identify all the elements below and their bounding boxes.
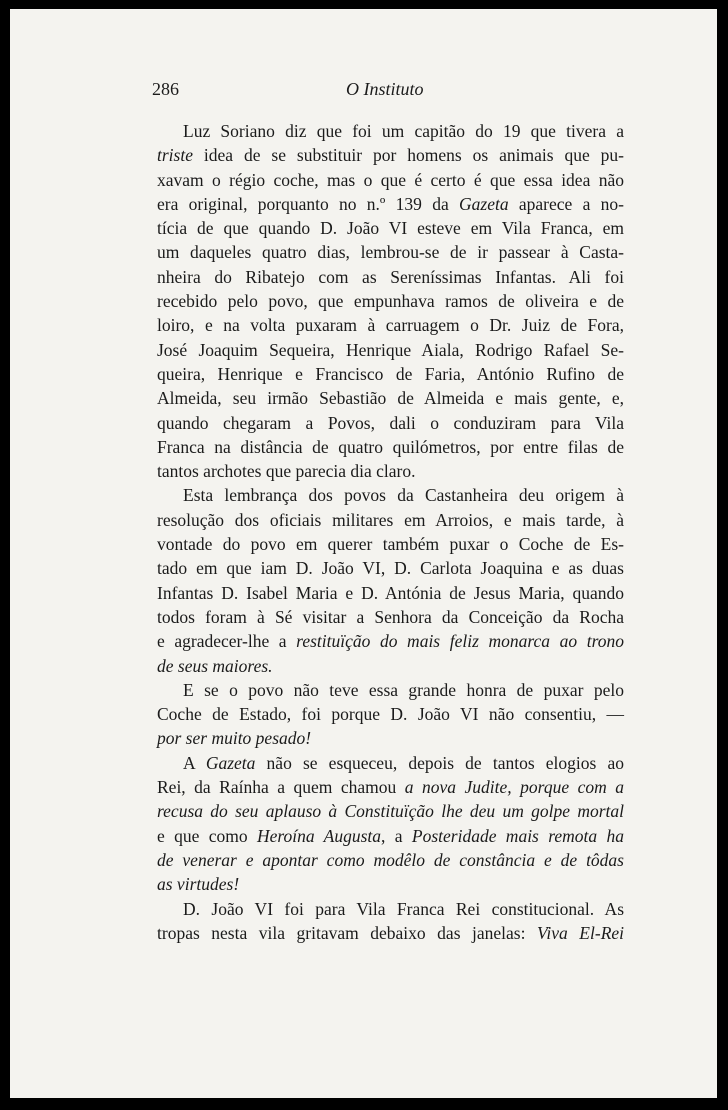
text-line (157, 240, 624, 264)
line-segment: loiro, e na volta puxaram à carruagem o Dr. Juiz de Fora, (157, 315, 624, 336)
line-segment: A (183, 752, 206, 773)
line-segment: as virtudes! (157, 874, 240, 895)
text-line (157, 581, 624, 605)
line-segment: , a (381, 825, 412, 846)
line-segment: quando chegaram a Povos, dali o conduziram para Vila (157, 412, 624, 433)
line-segment: queira, Henrique e Francisco de Faria, António Rufino de (157, 363, 624, 384)
text-line (157, 459, 624, 483)
text-line (157, 119, 624, 143)
text-line (157, 848, 624, 872)
text-line (157, 483, 624, 507)
text-line (157, 313, 624, 337)
line-segment: idea de se substituir por homens os animais que pu- (192, 145, 624, 166)
text-line (157, 532, 624, 556)
book-page (10, 9, 717, 1098)
text-line (157, 824, 624, 848)
body-text (157, 119, 624, 945)
line-segment: um daqueles quatro dias, lembrou-se de ir passear à Casta- (157, 242, 624, 263)
line-segment: tado em que iam D. João VI, D. Carlota Joaquina e as duas (157, 558, 624, 579)
line-segment: Gazeta (459, 193, 509, 214)
line-segment: recusa do seu aplauso à Constituïção lhe deu um golpe mortal (157, 801, 624, 822)
running-title: O Instituto (346, 79, 424, 99)
line-segment: a nova Judite, porque com a (404, 777, 624, 798)
text-line (157, 338, 624, 362)
text-line (157, 289, 624, 313)
line-segment: D. João VI foi para Vila Franca Rei constitucional. As (183, 898, 624, 919)
line-segment: vontade do povo em querer também puxar o Coche de Es- (157, 534, 624, 555)
line-segment: tantos archotes que parecia dia claro. (157, 461, 416, 482)
text-line (157, 168, 624, 192)
text-line (157, 411, 624, 435)
text-line (157, 872, 624, 896)
line-segment: de venerar e apontar como modêlo de constância e de tôdas (157, 849, 624, 870)
line-segment: Infantas D. Isabel Maria e D. Antónia de Jesus Maria, quando (157, 582, 624, 603)
line-segment: era original, porquanto no n.º 139 da (157, 193, 460, 214)
line-segment: de seus maiores. (157, 655, 273, 676)
line-segment: Rei, da Raínha a quem chamou (157, 777, 405, 798)
text-line (157, 435, 624, 459)
line-segment: Posteridade mais remota ha (411, 825, 624, 846)
line-segment: Luz Soriano diz que foi um capitão do 19 que tivera a (183, 121, 624, 141)
line-segment: xavam o régio coche, mas o que é certo é que essa idea não (157, 169, 624, 190)
line-segment: triste (157, 145, 193, 166)
text-line (157, 678, 624, 702)
text-line (157, 143, 624, 167)
line-segment: E se o povo não teve essa grande honra de puxar pelo (183, 679, 624, 700)
text-line (157, 726, 624, 750)
text-line (157, 775, 624, 799)
line-segment: recebido pelo povo, que empunhava ramos de oliveira e de (157, 291, 624, 312)
text-line (157, 799, 624, 823)
page-header (10, 79, 717, 105)
line-segment: Esta lembrança dos povos da Castanheira deu origem à (183, 485, 624, 506)
line-segment: por ser muito pesado! (157, 728, 312, 749)
text-line (157, 216, 624, 240)
text-line (157, 702, 624, 726)
text-line (157, 629, 624, 653)
text-line (157, 897, 624, 921)
text-line (157, 751, 624, 775)
line-segment: e que como (157, 825, 257, 846)
line-segment: todos foram à Sé visitar a Senhora da Conceição da Rocha (157, 606, 624, 627)
text-line (157, 654, 624, 678)
text-line (157, 386, 624, 410)
line-segment: e agradecer-lhe a (157, 631, 297, 652)
line-segment: Franca na distância de quatro quilómetros, por entre filas de (157, 436, 624, 457)
text-line (157, 192, 624, 216)
line-segment: tropas nesta vila gritavam debaixo das janelas: (157, 922, 538, 943)
line-segment: Coche de Estado, foi porque D. João VI não consentiu, — (157, 704, 624, 725)
line-segment: nheira do Ribatejo com as Sereníssimas Infantas. Ali foi (157, 266, 624, 287)
line-segment: não se esqueceu, depois de tantos elogios ao (255, 752, 624, 773)
line-segment: aparece a no- (508, 193, 624, 214)
line-segment: Gazeta (205, 752, 256, 773)
line-segment: Heroína Augusta (256, 825, 382, 846)
line-segment: José Joaquim Sequeira, Henrique Aiala, Rodrigo Rafael Se- (157, 339, 624, 360)
text-line (157, 605, 624, 629)
line-segment: restituïção do mais feliz monarca ao trono (296, 631, 624, 652)
text-line (157, 921, 624, 945)
line-segment: Viva El-Rei (537, 922, 625, 943)
text-line (157, 556, 624, 580)
line-segment: Almeida, seu irmão Sebastião de Almeida e mais gente, e, (157, 388, 624, 409)
text-line (157, 362, 624, 386)
text-line (157, 265, 624, 289)
page-number: 286 (152, 79, 179, 99)
text-line (157, 508, 624, 532)
line-segment: tícia de que quando D. João VI esteve em Vila Franca, em (157, 218, 624, 239)
line-segment: resolução dos oficiais militares em Arroios, e mais tarde, à (157, 509, 624, 530)
